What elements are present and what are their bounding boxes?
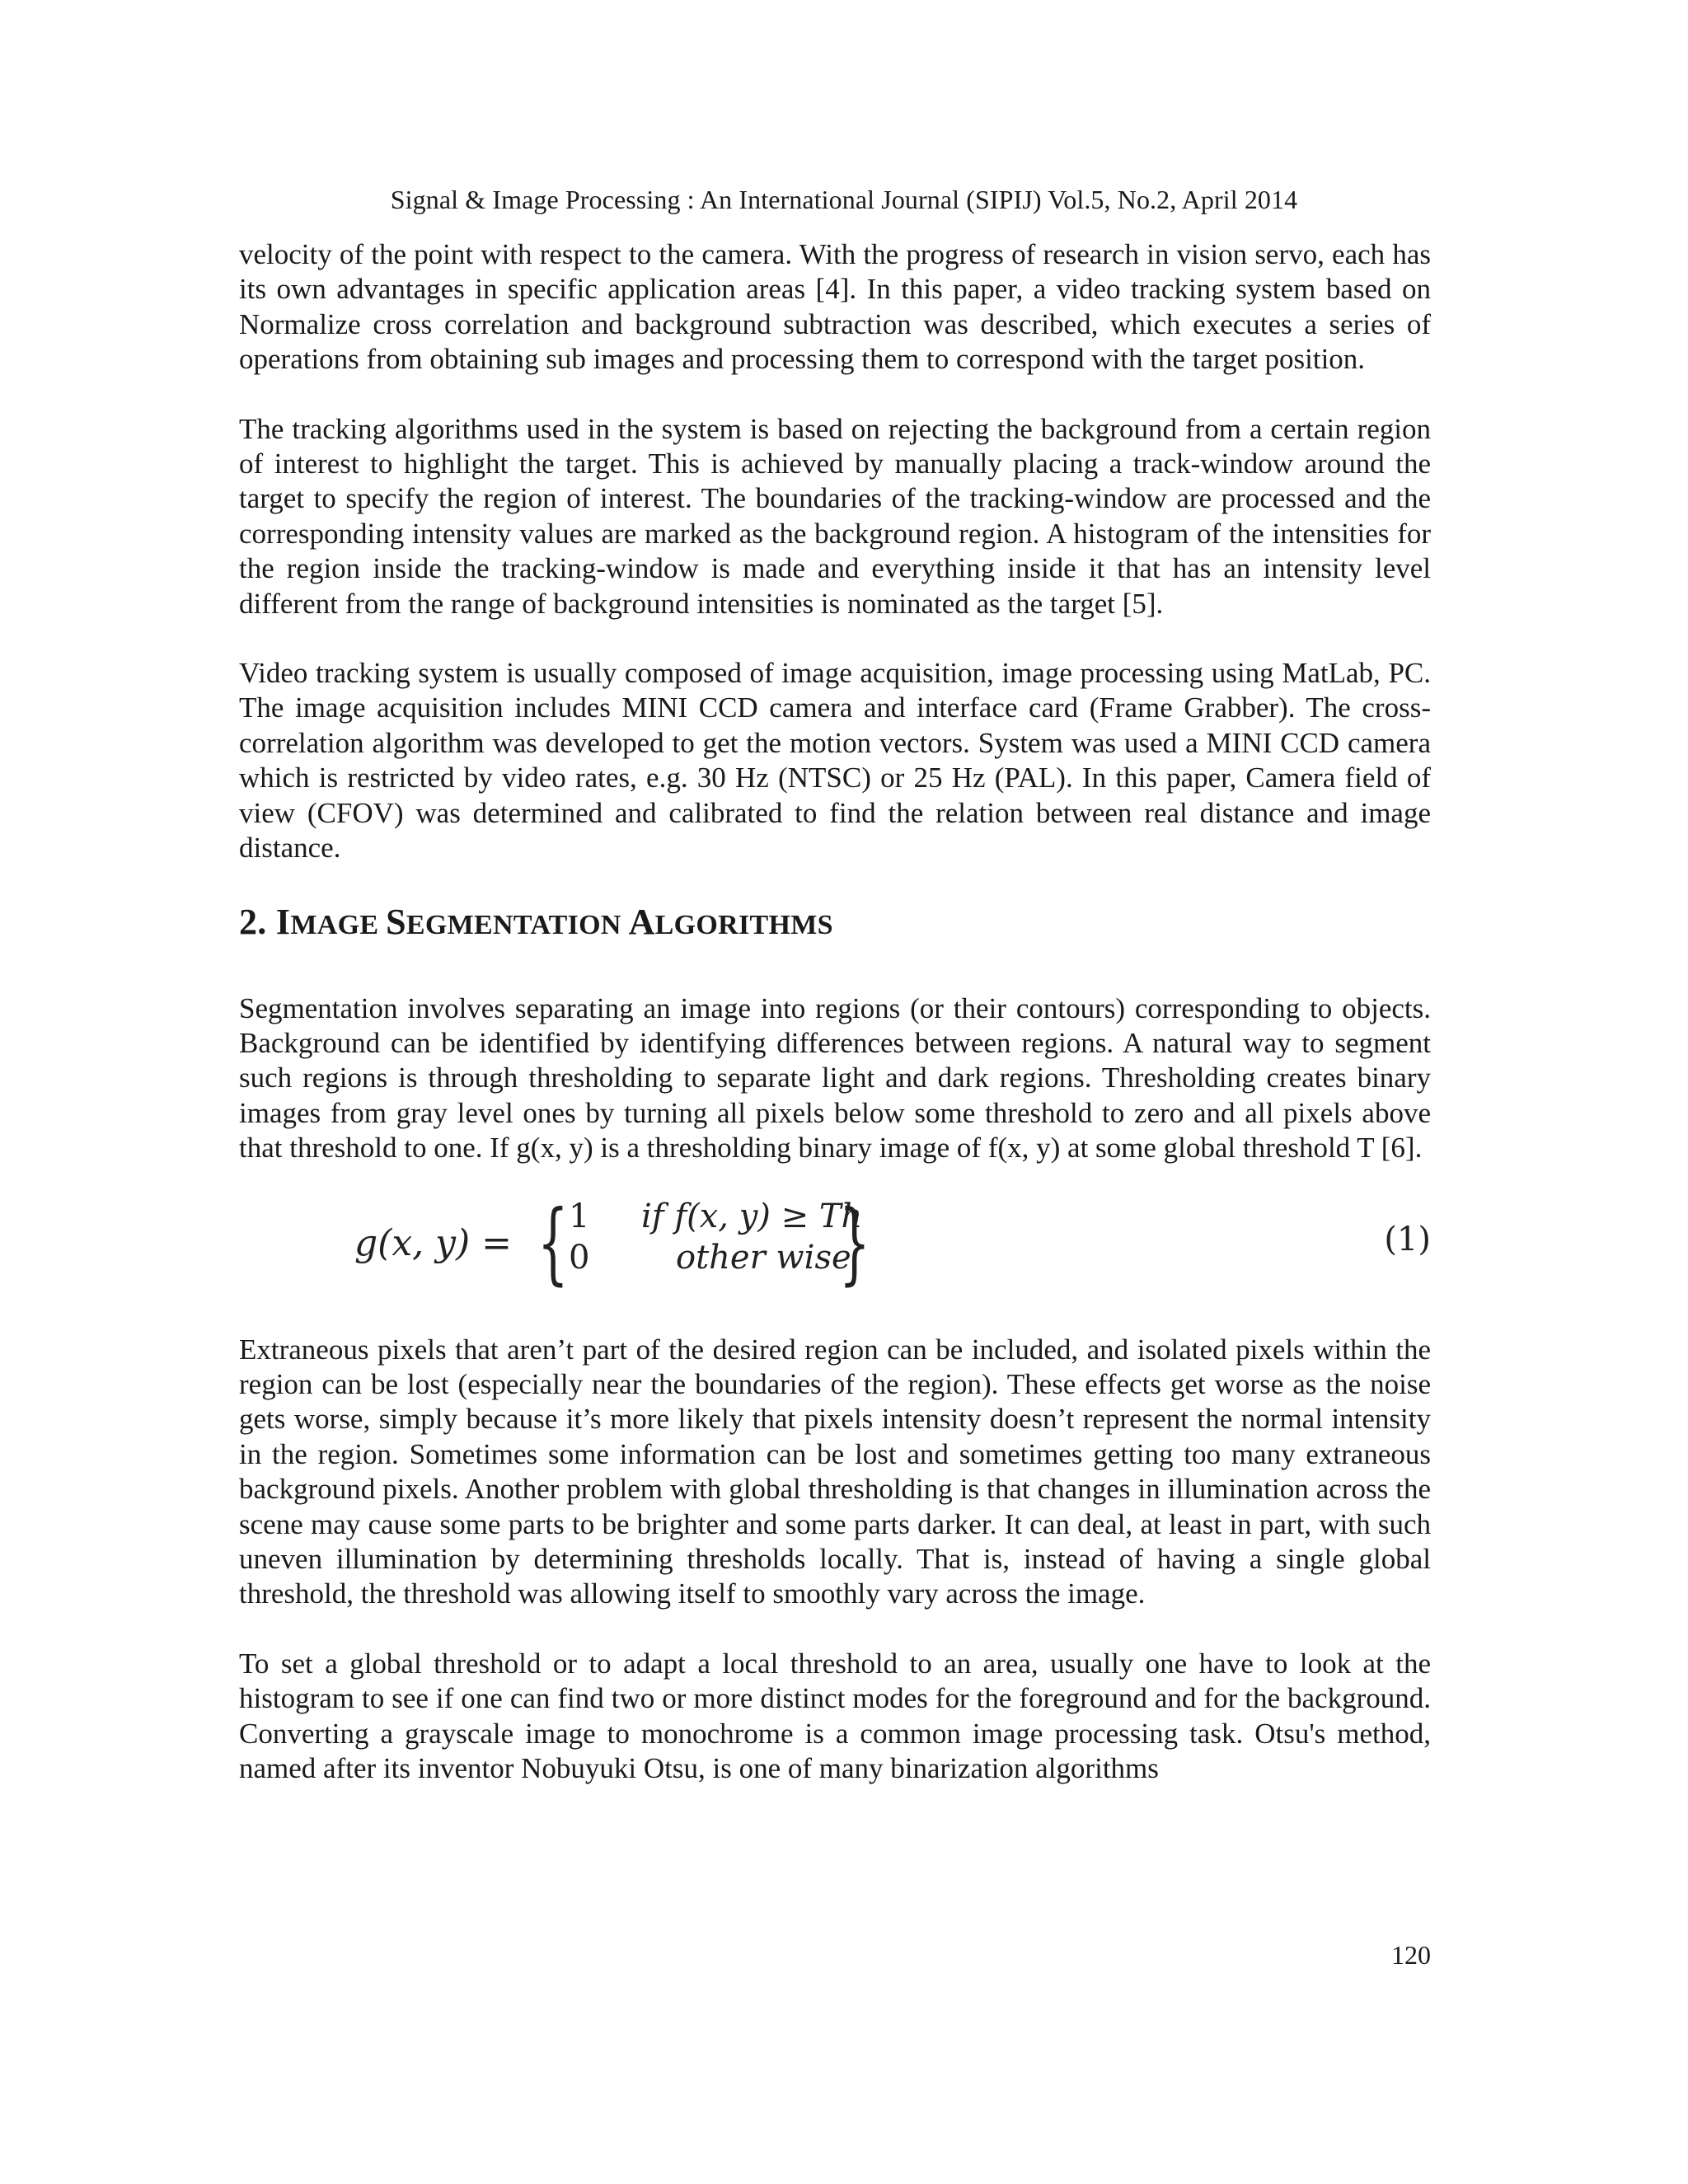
- body-text: [239, 237, 1431, 1786]
- section-heading: 2. IMAGE SEGMENTATION ALGORITHMS: [239, 901, 833, 942]
- paragraph-segmentation: Segmentation involves separating an image into regions (or their contours) corresponding to objects. Background can be identified by identifying differences between regions. A natural way to segment such regions is through thresholding to separate light and dark regions. Thresholding creates binary images from gray level ones by turning all pixels below some threshold to zero and all pixels above that threshold to one. If g(x, y) is a thresholding binary image of f(x, y) at some global threshold T [6].: [239, 991, 1431, 1165]
- equation-lhs: g(x, y) =: [354, 1221, 512, 1264]
- equation-case-2-value: 0: [569, 1238, 590, 1277]
- paragraph-intro-continued: velocity of the point with respect to the camera. With the progress of research in vision servo, each has its own advantages in specific application areas [4]. In this paper, a video tracking system based on Normalize cross correlation and background subtraction was described, which executes a series of operations from obtaining sub images and processing them to correspond with the target position.: [239, 238, 1431, 376]
- equation-case-1-condition: if f(x, y) ≥ Th: [641, 1197, 863, 1235]
- equation-number: (1): [1384, 1220, 1431, 1258]
- paragraph-global-threshold: To set a global threshold or to adapt a local threshold to an area, usually one have to look at the histogram to see if one can find two or more distinct modes for the foreground and for the background. Converting a grayscale image to monochrome is a common image processing task. Otsu's method, named after its inventor Nobuyuki Otsu, is one of many binarization algorithms: [239, 1647, 1431, 1784]
- equation-case-1-value: 1: [569, 1197, 590, 1235]
- equation-left-brace: {: [537, 1191, 569, 1295]
- equation-right-brace: }: [839, 1191, 870, 1295]
- section-number: 2.: [239, 901, 267, 942]
- paragraph-video-tracking-system: Video tracking system is usually composed of image acquisition, image processing using MatLab, PC. The image acquisition includes MINI CCD camera and interface card (Frame Grabber). The cross-correlation algorithm was developed to get the motion vectors. System was used a MINI CCD camera which is restricted by video rates, e.g. 30 Hz (NTSC) or 25 Hz (PAL). In this paper, Camera field of view (CFOV) was determined and calibrated to find the relation between real distance and image distance.: [239, 657, 1431, 865]
- paragraph-extraneous-pixels: Extraneous pixels that aren’t part of the desired region can be included, and isolated pixels within the region can be lost (especially near the boundaries of the region). These effects get worse as the noise gets worse, simply because it’s more likely that pixels intensity doesn’t represent the normal intensity in the region. Sometimes some information can be lost and sometimes getting too many extraneous background pixels. Another problem with global thresholding is that changes in illumination across the scene may cause some parts to be brighter and some parts darker. It can deal, at least in part, with such uneven illumination by determining thresholds locally. That is, instead of having a single global threshold, the threshold was allowing itself to smoothly vary across the image.: [239, 1333, 1431, 1610]
- page-number: 120: [1391, 1940, 1431, 1970]
- equation-1: [239, 1191, 1431, 1295]
- equation-case-2-condition: other wise: [676, 1238, 851, 1277]
- paragraph-tracking-algorithms: The tracking algorithms used in the system is based on rejecting the background from a certain region of interest to highlight the target. This is achieved by manually placing a track-window around the target to specify the region of interest. The boundaries of the tracking-window are processed and the corresponding intensity values are marked as the background region. A histogram of the intensities for the region inside the tracking-window is made and everything inside it that has an intensity level different from the range of background intensities is nominated as the target [5].: [239, 412, 1431, 620]
- running-header: Signal & Image Processing : An International Journal (SIPIJ) Vol.5, No.2, April 2014: [390, 185, 1298, 214]
